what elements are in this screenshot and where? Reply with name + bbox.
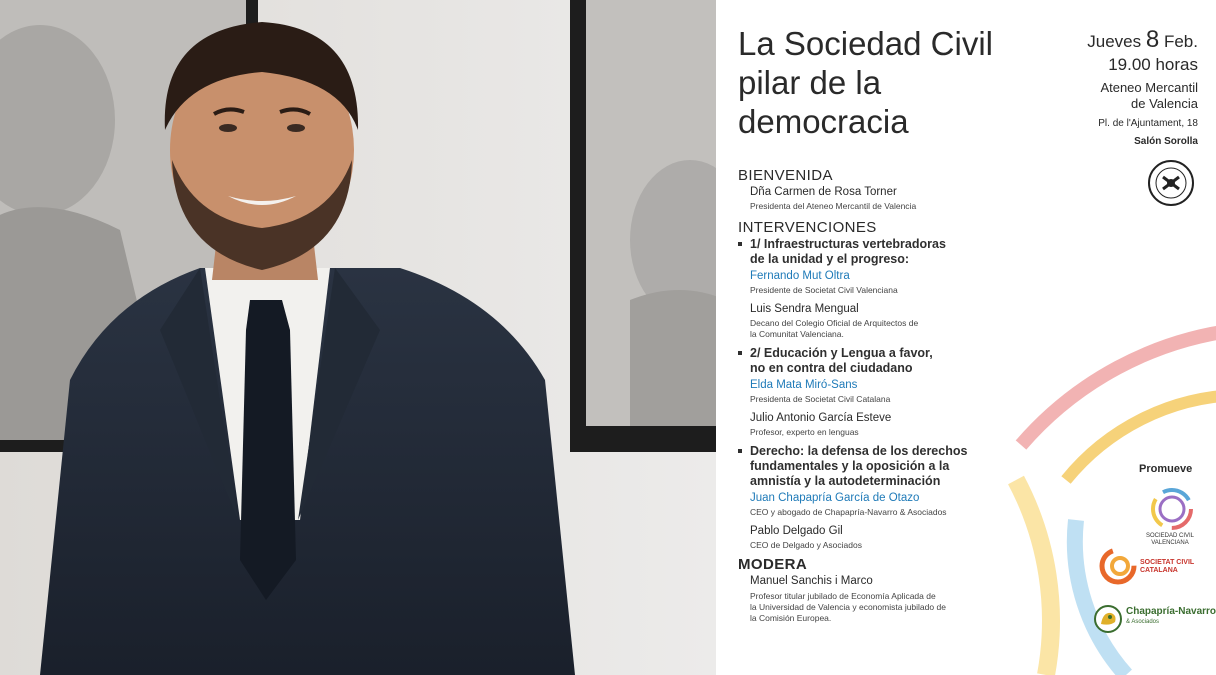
speaker-role: CEO de Delgado y Asociados xyxy=(750,540,862,550)
speaker-name: Dña Carmen de Rosa Torner xyxy=(750,186,897,198)
societat-civil-catalana-logo-icon xyxy=(1098,546,1138,586)
speaker-name: Juan Chapapría García de Otazo xyxy=(750,492,920,504)
venue-address: Pl. de l'Ajuntament, 18 xyxy=(1098,118,1198,129)
tie xyxy=(240,300,296,600)
venue-name: Ateneo Mercantil xyxy=(1100,80,1198,95)
speaker-name: Elda Mata Miró-Sans xyxy=(750,379,858,391)
event-date xyxy=(1087,26,1198,75)
ateneo-seal-icon xyxy=(1147,159,1195,207)
speaker-role: Presidenta del Ateneo Mercantil de Valencia xyxy=(750,201,917,211)
speaker-name: Julio Antonio García Esteve xyxy=(750,412,892,424)
speaker-name: Pablo Delgado Gil xyxy=(750,525,843,537)
title-line: democracia xyxy=(738,103,909,140)
speaker-role: CEO y abogado de Chapapría-Navarro & Asociados xyxy=(750,507,947,517)
event-time: 19.00 horas xyxy=(1108,55,1198,74)
logo-caption: Chapapría-Navarro xyxy=(1126,606,1216,617)
logo-caption: SOCIETAT CIVIL CATALANA xyxy=(1140,559,1195,574)
promueve-label: Promueve xyxy=(1139,463,1193,475)
speaker-role: Profesor, experto en lenguas xyxy=(750,427,859,437)
speaker-name: Luis Sendra Mengual xyxy=(750,303,859,315)
date-day: 8 xyxy=(1145,26,1160,53)
arc-blue xyxy=(1075,520,1126,675)
speaker-name: Manuel Sanchis i Marco xyxy=(750,575,873,587)
event-program xyxy=(738,166,1018,624)
section-heading-bienvenida: BIENVENIDA xyxy=(738,167,833,184)
talk-title: 1/ Infraestructuras vertebradoras de la unidad y el progreso: xyxy=(738,237,1018,267)
event-poster xyxy=(716,0,1216,675)
logo-caption: & Asociados xyxy=(1126,619,1160,625)
chapapria-navarro-logo-icon xyxy=(1093,604,1123,634)
title-line: pilar de la xyxy=(738,64,882,101)
title-line: La Sociedad Civil xyxy=(738,25,993,62)
speaker-role: Presidenta de Societat Civil Catalana xyxy=(750,394,891,404)
speaker-role: Profesor titular jubilado de Economía Aplicada de la Universidad de Valencia y economista jubilado de la Comisión Europea. xyxy=(750,591,946,623)
speaker-role: Decano del Colegio Oficial de Arquitectos de la Comunitat Valenciana. xyxy=(750,318,919,339)
sociedad-civil-valenciana-logo-icon xyxy=(1149,486,1195,532)
talk-title: Derecho: la defensa de los derechos fundamentales y la oposición a la amnistía y la autodeterminación xyxy=(738,444,1018,489)
section-heading-intervenciones: INTERVENCIONES xyxy=(738,219,877,236)
arc-yellow xyxy=(1016,480,1051,675)
talk-title: 2/ Educación y Lengua a favor, no en contra del ciudadano xyxy=(738,346,1018,376)
venue-name: de Valencia xyxy=(1131,96,1198,111)
speaker-name: Fernando Mut Oltra xyxy=(750,270,850,282)
poster-title xyxy=(738,24,1028,141)
date-weekday: Jueves xyxy=(1087,32,1142,51)
date-month: Feb. xyxy=(1163,32,1198,51)
section-heading-modera: MODERA xyxy=(738,556,808,573)
venue-room: Salón Sorolla xyxy=(1134,136,1198,147)
speaker-role: Presidente de Societat Civil Valenciana xyxy=(750,285,898,295)
event-venue xyxy=(1098,80,1198,149)
logo-caption: SOCIEDAD CIVIL VALENCIANA xyxy=(1145,533,1194,546)
